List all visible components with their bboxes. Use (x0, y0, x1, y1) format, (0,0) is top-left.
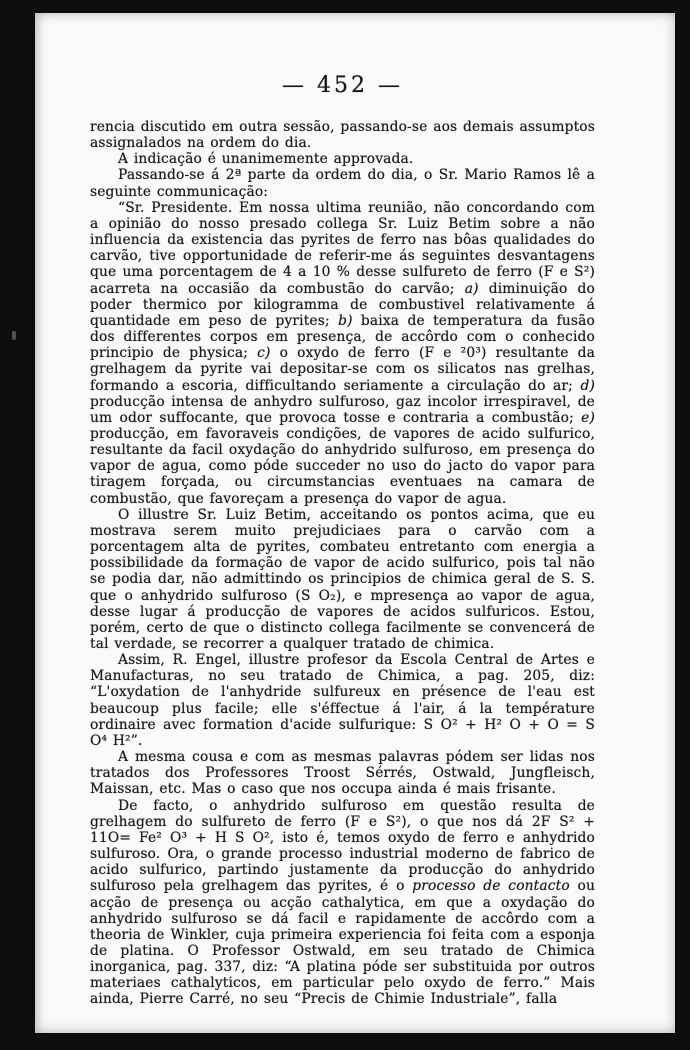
paragraph (90, 749, 595, 797)
italic-text-run: c) (257, 345, 271, 362)
text-run: A mesma cousa e com as mesmas palavras pódem ser lidas nos tratados dos Professores Troost Sérrés, Ostwald, Jungfleisch, Maissan, etc. Mas o caso que nos occupa ainda é mais frisante. (90, 749, 595, 798)
page-number: — 452 — (282, 73, 403, 98)
page-body (90, 119, 595, 1008)
paragraph (90, 798, 595, 1008)
italic-text-run: a) (464, 280, 479, 297)
text-run: O illustre Sr. Luiz Betim, acceitando os pontos acima, que eu mostrava serem muito prejudiciaes para o carvão com a porcentagem alta de pyrites, combateu entretanto com energia a possibilidade da formação de vapor de acido sulfurico, pois tal não se podia dar, não admittindo os principios de chimica geral de S. S. que o anhydrido sulfuroso (S O₂), e mpresença ao vapor de agua, desse lugar á producção de vapores de acidos sulfuricos. Estou, porém, certo de que o distincto collega facilmente se convencerá de tal verdade, se recorrer a qualquer tratado de chimica. (90, 506, 595, 652)
paragraph (90, 119, 595, 151)
text-run: producção intensa de anhydro sulfuroso, gaz incolor irrespiravel, de um odor suffocante, que provoca tosse e contraria a combustão; (90, 393, 595, 426)
paragraph (90, 151, 595, 167)
text-run: o oxydo de ferro (F e ²0³) resultante da grelhagem da pyrite vai depositar-se com os silicatos nas grelhas, formando a escoria, difficultando seriamente a circulação do ar; (90, 345, 596, 394)
paragraph (90, 167, 595, 199)
paragraph (90, 652, 595, 749)
text-run: ou acção de presença ou acção cathalytica, em que a oxydação do anhydrido sulfuroso se dá facil e rapidamente de accôrdo com a theoria de Winkler, cuja primeira experiencia foi feita com a esponja de platina. O Professor Ostwald, em seu tratado de Chimica inorganica, pag. 337, diz: “A platina póde ser substituida por outros materiaes cathalyticos, em particular pelo oxydo de ferro.” Mais ainda, Pierre Carré, no seu “Precis de Chimie Industriale”, falla (90, 878, 596, 1008)
paragraph (90, 507, 595, 652)
italic-text-run: e) (581, 409, 595, 426)
italic-text-run: d) (580, 377, 595, 394)
text-run: “Sr. Presidente. Em nossa ultima reunião, não concordando com a opinião do nosso presado collega Sr. Luiz Betim sobre a não influencia da existencia das pyrites de ferro nas bôas qualidades do carvão, tive opportunidade de referir-me ás seguintes desvantagens que uma porcentagem de 4 a 10 % desse sulfureto de ferro (F e S²) acarreta na occasião da combustão do carvão; (90, 199, 595, 297)
paragraph (90, 200, 595, 507)
scan-speck (12, 331, 16, 340)
text-run: Passando-se á 2ª parte da ordem do dia, o Sr. Mario Ramos lê a seguinte communicação: (90, 167, 595, 200)
text-run: De facto, o anhydrido sulfuroso em questão resulta de grelhagem do sulfureto de ferro (F e S²), o que nos dá 2F S² + 11O= Fe² O³ + H S O², isto é, temos oxydo de ferro e anhydrido sulfuroso. Ora, o grande processo industrial moderno de fabrico de acido sulfurico, partindo justamente da producção do anhydrido sulfuroso pela grelhagem das pyrites, é o (90, 797, 595, 895)
italic-text-run: processo de contacto (412, 878, 570, 895)
text-run: rencia discutido em outra sessão, passando-se aos demais assumptos assignalados na ordem do dia. (90, 119, 595, 152)
text-run: A indicação é unanimemente approvada. (118, 151, 414, 168)
text-run: Assim, R. Engel, illustre profesor da Escola Central de Artes e Manufacturas, no seu tratado de Chimica, a pag. 205, diz: “L'oxydation de l'anhydride sulfureux en présence de l'eau est beaucoup plus facile; elle s'éffectue á l'air, á la température ordinaire avec formation d'acide sulfurique: S O² + H² O + O = S O⁴ H²”. (90, 652, 595, 749)
text-run: diminuição do poder thermico por kilogramma de combustivel relativamente á quantidade em peso de pyrites; (90, 280, 595, 329)
text-run: producção, em favoraveis condições, de vapores de acido sulfurico, resultante da facil oxydação do anhydrido sulfuroso, em presença do vapor de agua, como póde succeder no uso do jacto do vapor para tiragem forçada, ou circumstancias eventuaes na camara de combustão, que favoreçam a presença do vapor de agua. (90, 425, 595, 507)
text-run: baixa de temperatura da fusão dos differentes corpos em presença, de accôrdo com o conhecido principio de physica; (90, 312, 595, 362)
document-page (35, 13, 675, 1033)
italic-text-run: b) (338, 312, 353, 329)
